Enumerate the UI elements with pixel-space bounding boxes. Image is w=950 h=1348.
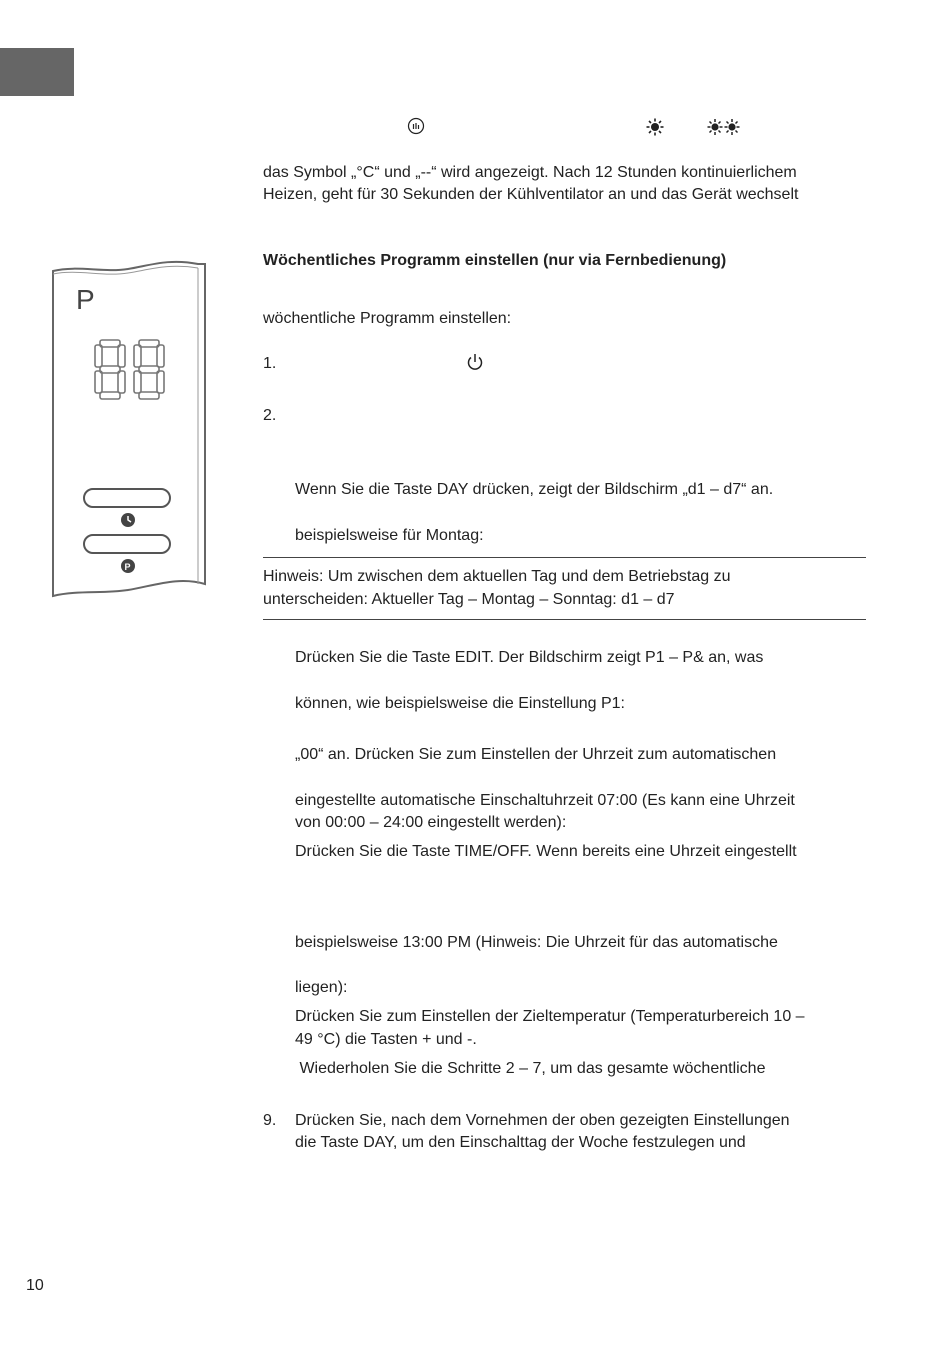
- section-heading: Wöchentliches Programm einstellen (nur via Fernbedienung): [263, 252, 727, 269]
- text-line: von 00:00 – 24:00 eingestellt werden):: [295, 814, 567, 831]
- text-line: Heizen, geht für 30 Sekunden der Kühlventilator an und das Gerät wechselt: [263, 186, 799, 203]
- text-line: Drücken Sie, nach dem Vornehmen der oben gezeigten Einstellungen: [295, 1112, 790, 1129]
- power-icon: [466, 352, 484, 372]
- text-line: beispielsweise 13:00 PM (Hinweis: Die Uhrzeit für das automatische: [295, 934, 778, 951]
- text-line: Drücken Sie zum Einstellen der Zieltemperatur (Temperaturbereich 10 –: [295, 1008, 805, 1025]
- step-number: 2.: [263, 407, 277, 424]
- note-bottom-rule: [263, 619, 866, 620]
- fan-mode-icon: [407, 117, 425, 135]
- note-top-rule: [263, 557, 866, 558]
- text-line: wöchentliche Programm einstellen:: [263, 310, 512, 327]
- display-program-label: P: [76, 284, 95, 315]
- text-line: das Symbol „°C“ und „--“ wird angezeigt. Nach 12 Stunden kontinuierlichem: [263, 164, 797, 181]
- step-number: 1.: [263, 355, 277, 372]
- note-text: unterscheiden: Aktueller Tag – Montag – Sonntag: d1 – d7: [263, 591, 675, 608]
- chapter-tab-marker: [0, 48, 74, 96]
- text-line: die Taste DAY, um den Einschalttag der Woche festzulegen und: [295, 1134, 746, 1151]
- text-line: eingestellte automatische Einschaltuhrzeit 07:00 (Es kann eine Uhrzeit: [295, 792, 795, 809]
- text-line: Wenn Sie die Taste DAY drücken, zeigt der Bildschirm „d1 – d7“ an.: [295, 481, 774, 498]
- step-number: 9.: [263, 1112, 277, 1129]
- device-display-illustration: [48, 254, 210, 602]
- text-line: Drücken Sie die Taste EDIT. Der Bildschirm zeigt P1 – P& an, was: [295, 649, 764, 666]
- text-line: Wiederholen Sie die Schritte 2 – 7, um das gesamte wöchentliche: [295, 1060, 766, 1077]
- svg-text:P: P: [124, 562, 131, 572]
- text-line: „00“ an. Drücken Sie zum Einstellen der Uhrzeit zum automatischen: [295, 746, 777, 763]
- note-text: Hinweis: Um zwischen dem aktuellen Tag und dem Betriebstag zu: [263, 568, 731, 585]
- text-line: beispielsweise für Montag:: [295, 527, 484, 544]
- text-line: liegen):: [295, 979, 348, 996]
- text-line: 49 °C) die Tasten + und -.: [295, 1031, 477, 1048]
- heat-low-icon: [646, 118, 664, 136]
- program-button-outline: [84, 535, 170, 553]
- heat-high-icon: [707, 118, 741, 136]
- page-number: 10: [26, 1277, 44, 1294]
- text-line: können, wie beispielsweise die Einstellung P1:: [295, 695, 625, 712]
- timer-button-outline: [84, 489, 170, 507]
- text-line: Drücken Sie die Taste TIME/OFF. Wenn bereits eine Uhrzeit eingestellt: [295, 843, 797, 860]
